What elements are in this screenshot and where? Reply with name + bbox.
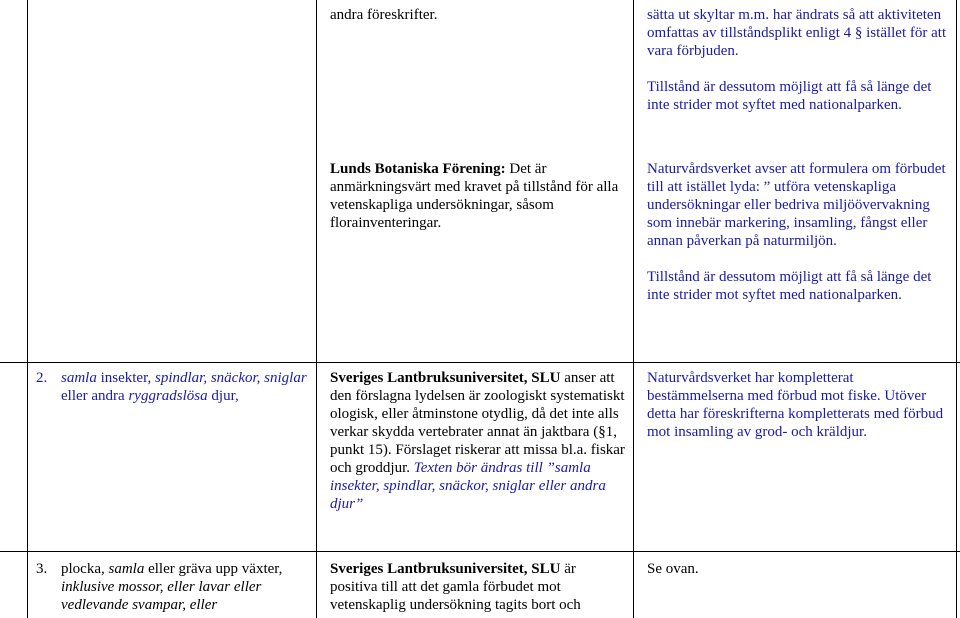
row3-col3-cell	[330, 560, 625, 614]
row2-col4-text: Naturvårdsverket har kompletterat bestämmelserna med förbud mot fiske. Utöver detta har föreskrifterna kompletterats med förbud mot insamling av grod- och kräldjur.	[647, 370, 944, 440]
table-border-col3	[633, 0, 634, 618]
row3-col3-org: Sveriges Lantbruksuniversitet, SLU	[330, 561, 561, 577]
row0-col4-para2: Tillstånd är dessutom möjligt att få så länge det inte strider mot syftet med nationalparken.	[647, 79, 932, 113]
row3-col2-cell	[61, 560, 311, 614]
row2-col3-text: anser att den förslagna lydelsen är zoologiskt systematiskt ologisk, eller åtminstone otydlig, då det inte alls verkar skydda vertebrater annat än jaktbara (§1, punkt 15). Förslaget riskerar att missa bl.a. fiskar och groddjur.	[330, 370, 625, 476]
row1-col4-cell	[647, 160, 947, 304]
table-border-right	[956, 0, 957, 618]
row1-col4-para2: Tillstånd är dessutom möjligt att få så länge det inte strider mot syftet med nationalparken.	[647, 269, 932, 303]
row1-col3-comment	[330, 160, 620, 232]
row0-col2-text: andra föreskrifter.	[330, 7, 438, 23]
row2-col4-cell	[647, 369, 947, 441]
row1-col3-text: Det är anmärkningsvärt med kravet på tillstånd för alla vetenskapliga undersökningar, såsom florainventeringar.	[330, 161, 619, 231]
table-border-left	[27, 0, 28, 618]
row2-col3-proposal: Texten bör ändras till ”samla insekter, spindlar, snäckor, sniglar eller andra djur”	[330, 460, 606, 512]
row3-col4-text: Se ovan.	[647, 561, 699, 577]
row2-col3-org: Sveriges Lantbruksuniversitet, SLU	[330, 370, 561, 386]
row3-number: 3.	[36, 561, 48, 577]
table-border-col2	[316, 0, 317, 618]
row2-number: 2.	[36, 370, 48, 386]
row3-col4-cell	[647, 560, 947, 578]
row2-col2-cell	[61, 369, 311, 405]
row1-col3-cell	[330, 160, 620, 232]
row2-col3-comment	[330, 369, 625, 513]
row2-item-text: samla insekter, spindlar, snäckor, sniglar eller andra ryggradslösa djur,	[61, 370, 307, 404]
row0-col4-para1: sätta ut skyltar m.m. har ändrats så att aktiviteten omfattas av tillståndsplikt enligt 4 § istället för att vara förbjuden.	[647, 7, 947, 59]
row-divider-2	[0, 551, 960, 552]
row1-col3-org: Lunds Botaniska Förening:	[330, 161, 506, 177]
row2-col3-cell	[330, 369, 625, 513]
row0-col4-cell	[647, 6, 947, 114]
row3-col3-text: är positiva till att det gamla förbudet mot vetenskaplig undersökning tagits bort och	[330, 561, 581, 613]
row3-col3-comment	[330, 560, 625, 614]
row1-col4-para1: Naturvårdsverket avser att formulera om förbudet till att istället lyda: ” utföra vetenskapliga undersökningar eller bedriva miljöövervakning som innebär markering, insamling, fångst eller annan påverkan på naturmiljön.	[647, 161, 946, 249]
row0-col2-cell	[330, 6, 610, 24]
row3-item-text: plocka, samla eller gräva upp växter, inklusive mossor, eller lavar eller vedlevande svampar, eller	[61, 561, 283, 613]
row-divider-1	[0, 362, 960, 363]
